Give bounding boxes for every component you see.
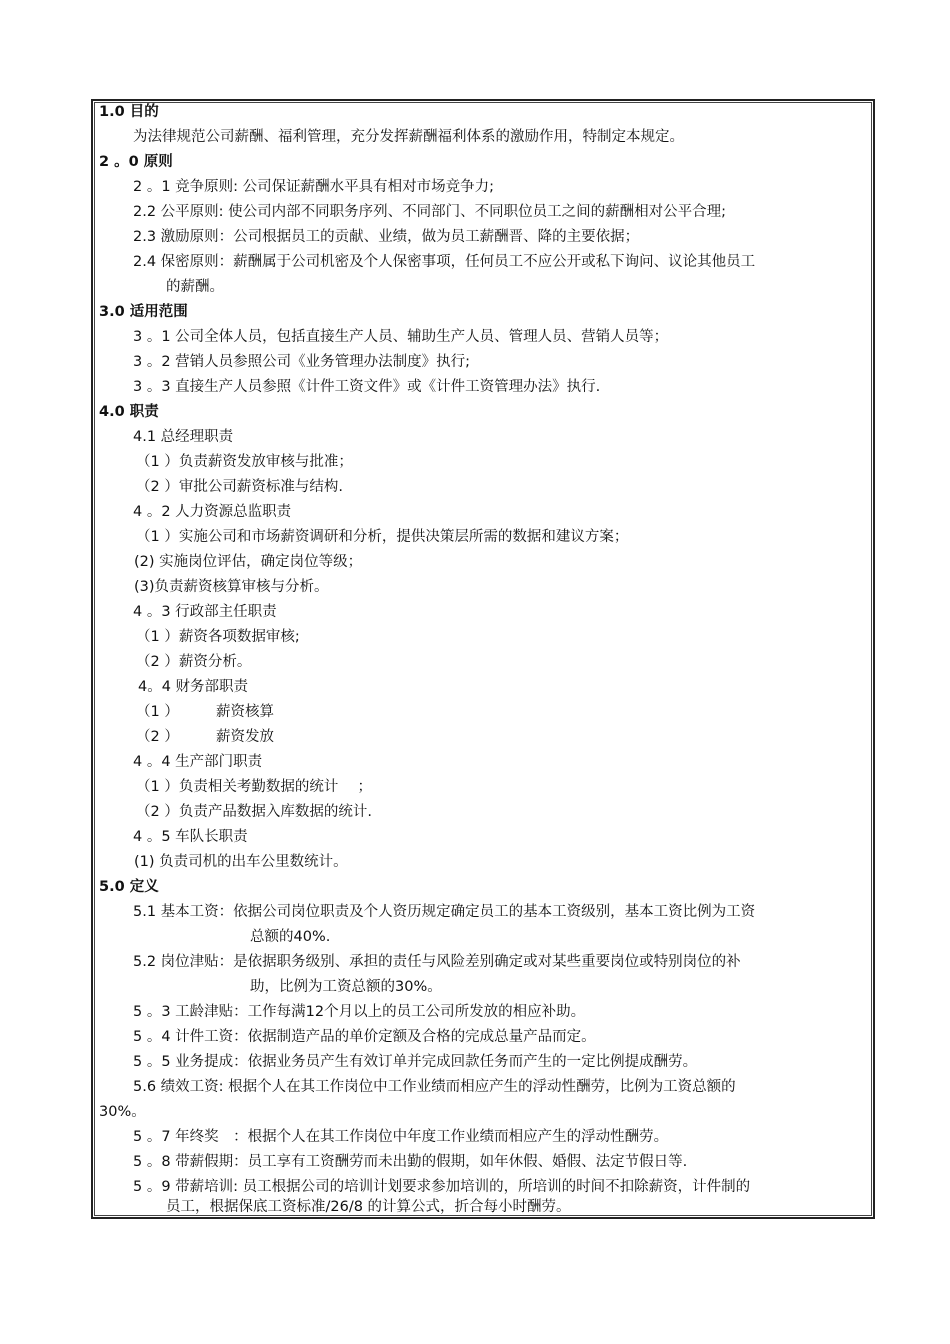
definition-item: 5 。8 带薪假期：员工享有工资酬劳而未出勤的假期，如年休假、婚假、法定节假日等. [133, 1154, 688, 1170]
responsibility-subheading: 4 。3 行政部主任职责 [133, 604, 277, 620]
definition-item: 5 。9 带薪培训: 员工根据公司的培训计划要求参加培训的，所培训的时间不扣除薪资，计件制的 [133, 1179, 751, 1195]
principle-item-continued: 的薪酬。 [166, 279, 224, 295]
responsibility-item: （1 ）负责相关考勤数据的统计 ； [136, 779, 372, 795]
section-heading-principles: 2 。0 原则 [99, 154, 173, 170]
section-heading-scope: 3.0 适用范围 [99, 304, 188, 320]
responsibility-item: （2 ）负责产品数据入库数据的统计. [136, 804, 372, 820]
definition-item-continued: 30%。 [99, 1104, 146, 1120]
scope-item: 3 。3 直接生产人员参照《计件工资文件》或《计件工资管理办法》执行. [133, 379, 601, 395]
responsibility-subheading: 4.1 总经理职责 [133, 429, 234, 445]
principle-item: 2.2 公平原则: 使公司内部不同职务序列、不同部门、不同职位员工之间的薪酬相对公平合理; [133, 204, 727, 220]
definition-item: 5 。5 业务提成：依据业务员产生有效订单并完成回款任务而产生的一定比例提成酬劳。 [133, 1054, 698, 1070]
section-heading-purpose: 1.0 目的 [99, 104, 159, 120]
purpose-text: 为法律规范公司薪酬、福利管理，充分发挥薪酬福利体系的激励作用，特制定本规定。 [133, 129, 684, 145]
responsibility-subheading: 4 。5 车队长职责 [133, 829, 248, 845]
definition-item-continued: 总额的40%. [250, 929, 331, 945]
responsibility-item-text: 薪资核算 [216, 704, 274, 720]
principle-item: 2 。1 竞争原则: 公司保证薪酬水平具有相对市场竞争力; [133, 179, 495, 195]
definition-item: 5 。4 计件工资：依据制造产品的单价定额及合格的完成总量产品而定。 [133, 1029, 596, 1045]
responsibility-item-number: （1 ） [136, 704, 179, 720]
responsibility-item-number: （2 ） [136, 729, 179, 745]
scope-item: 3 。1 公司全体人员，包括直接生产人员、辅助生产人员、管理人员、营销人员等； [133, 329, 669, 345]
definition-item-continued: 助，比例为工资总额的30%。 [250, 979, 442, 995]
definition-item-continued: 员工，根据保底工资标准/26/8 的计算公式，折合每小时酬劳。 [166, 1199, 571, 1215]
responsibility-subheading: 4 。4 生产部门职责 [133, 754, 263, 770]
responsibility-item: （2 ）薪资分析。 [136, 654, 252, 670]
responsibility-item-text: 薪资发放 [216, 729, 274, 745]
responsibility-item: （1 ）薪资各项数据审核; [136, 629, 300, 645]
definition-item: 5 。7 年终奖 ：根据个人在其工作岗位中年度工作业绩而相应产生的浮动性酬劳。 [133, 1129, 669, 1145]
responsibility-subheading: 4。4 财务部职责 [138, 679, 249, 695]
section-heading-responsibilities: 4.0 职责 [99, 404, 159, 420]
responsibility-subheading: 4 。2 人力资源总监职责 [133, 504, 292, 520]
definition-item: 5.2 岗位津贴：是依据职务级别、承担的责任与风险差别确定或对某些重要岗位或特别岗位的补 [133, 954, 741, 970]
responsibility-item: （1 ）负责薪资发放审核与批准； [136, 454, 353, 470]
responsibility-item: (2) 实施岗位评估，确定岗位等级； [134, 554, 363, 570]
definition-item: 5.1 基本工资：依据公司岗位职责及个人资历规定确定员工的基本工资级别，基本工资比例为工资 [133, 904, 756, 920]
responsibility-item: (1) 负责司机的出车公里数统计。 [134, 854, 348, 870]
section-heading-definitions: 5.0 定义 [99, 879, 159, 895]
definition-item: 5 。3 工龄津贴：工作每满12个月以上的员工公司所发放的相应补助。 [133, 1004, 586, 1020]
definition-item: 5.6 绩效工资: 根据个人在其工作岗位中工作业绩而相应产生的浮动性酬劳，比例为工资总额的 [133, 1079, 736, 1095]
principle-item: 2.3 激励原则：公司根据员工的贡献、业绩，做为员工薪酬晋、降的主要依据； [133, 229, 640, 245]
scope-item: 3 。2 营销人员参照公司《业务管理办法制度》执行; [133, 354, 471, 370]
responsibility-item: (3)负责薪资核算审核与分析。 [134, 579, 329, 595]
principle-item: 2.4 保密原则：薪酬属于公司机密及个人保密事项，任何员工不应公开或私下询问、议论其他员工 [133, 254, 756, 270]
responsibility-item: （2 ）审批公司薪资标准与结构. [136, 479, 343, 495]
responsibility-item: （1 ）实施公司和市场薪资调研和分析，提供决策层所需的数据和建议方案； [136, 529, 629, 545]
